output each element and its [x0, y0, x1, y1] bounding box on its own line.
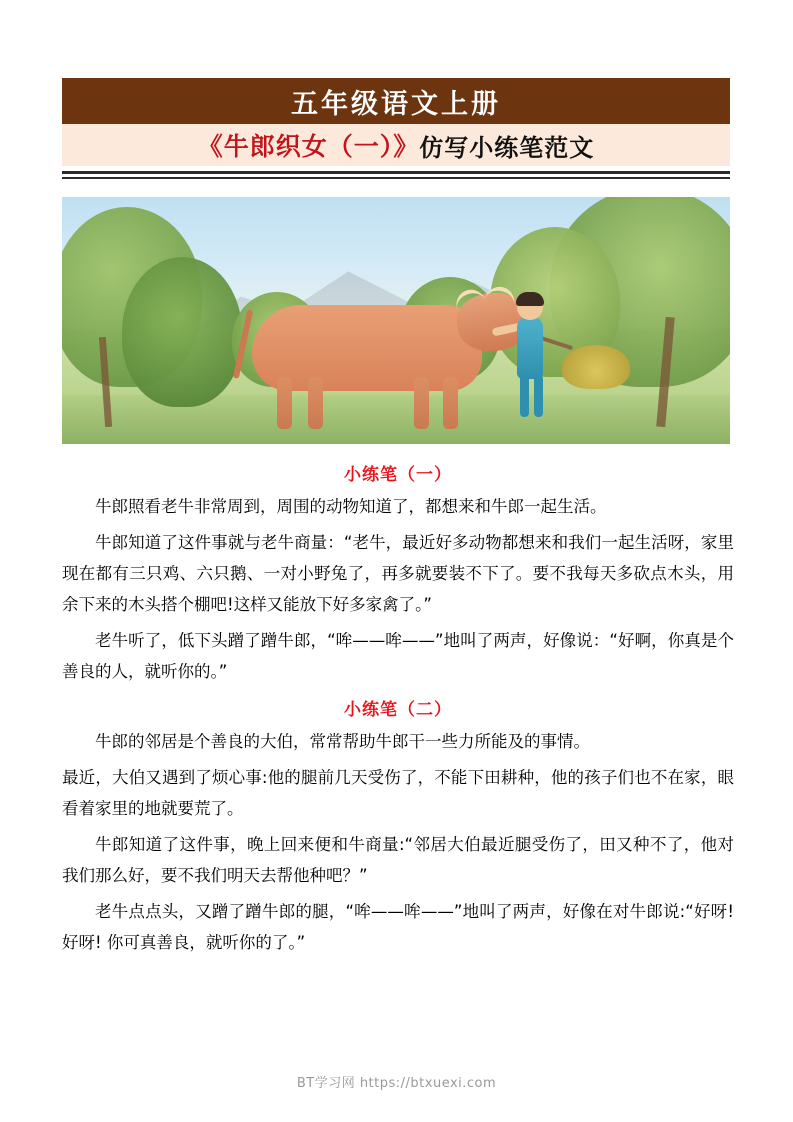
header-title-bar	[62, 78, 730, 124]
boy-body	[517, 317, 543, 379]
paragraph: 牛郎知道了这件事，晚上回来便和牛商量:“邻居大伯最近腿受伤了，田又种不了，他对我们那么好，要不我们明天去帮他种吧？”	[62, 835, 734, 885]
boy-hair	[516, 292, 544, 306]
paragraph: 牛郎知道了这件事就与老牛商量：“老牛，最近好多动物都想来和我们一起生活呀，家里现在都有三只鸡、六只鹅、一对小野兔了，再多就要装不下了。要不我每天多砍点木头，用余下来的木头搭个棚吧!这样又能放下好多家禽了。”	[62, 533, 734, 614]
paragraph: 牛郎照看老牛非常周到，周围的动物知道了，都想来和牛郎一起生活。	[95, 497, 607, 516]
section-heading-one: 小练笔（一）	[344, 465, 452, 485]
page-title: 五年级语文上册	[291, 88, 501, 120]
section-heading-two: 小练笔（二）	[344, 700, 452, 720]
header-divider	[62, 171, 730, 179]
cow-leg	[277, 377, 292, 429]
cow-leg	[443, 377, 458, 429]
header-subtitle-bar	[62, 124, 730, 166]
paragraph: 老牛点点头，又蹭了蹭牛郎的腿，“哞——哞——”地叫了两声，好像在对牛郎说:“好呀! 好呀! 你可真善良，就听你的了。”	[62, 902, 734, 952]
boy-leg	[520, 375, 529, 417]
document-body	[62, 452, 734, 963]
page-subtitle-quoted: 《牛郎织女（一）》	[197, 132, 420, 161]
hay-pile	[562, 345, 630, 389]
document-header	[62, 78, 730, 179]
paragraph: 老牛听了，低下头蹭了蹭牛郎，“哞——哞——”地叫了两声，好像说：“好啊，你真是个善良的人，就听你的。”	[62, 631, 734, 681]
illustration-image	[62, 197, 730, 444]
paragraph: 最近，大伯又遇到了烦心事:他的腿前几天受伤了，不能下田耕种，他的孩子们也不在家，眼看着家里的地就要荒了。	[62, 768, 734, 818]
cow-leg	[414, 377, 429, 429]
tree-icon	[122, 257, 242, 407]
boy-leg	[534, 375, 543, 417]
paragraph: 牛郎的邻居是个善良的大伯，常常帮助牛郎干一些力所能及的事情。	[95, 732, 590, 751]
footer-watermark: BT学习网 https://btxuexi.com	[296, 1076, 497, 1091]
page-subtitle-rest: 仿写小练笔范文	[419, 133, 595, 162]
cow-leg	[308, 377, 323, 429]
